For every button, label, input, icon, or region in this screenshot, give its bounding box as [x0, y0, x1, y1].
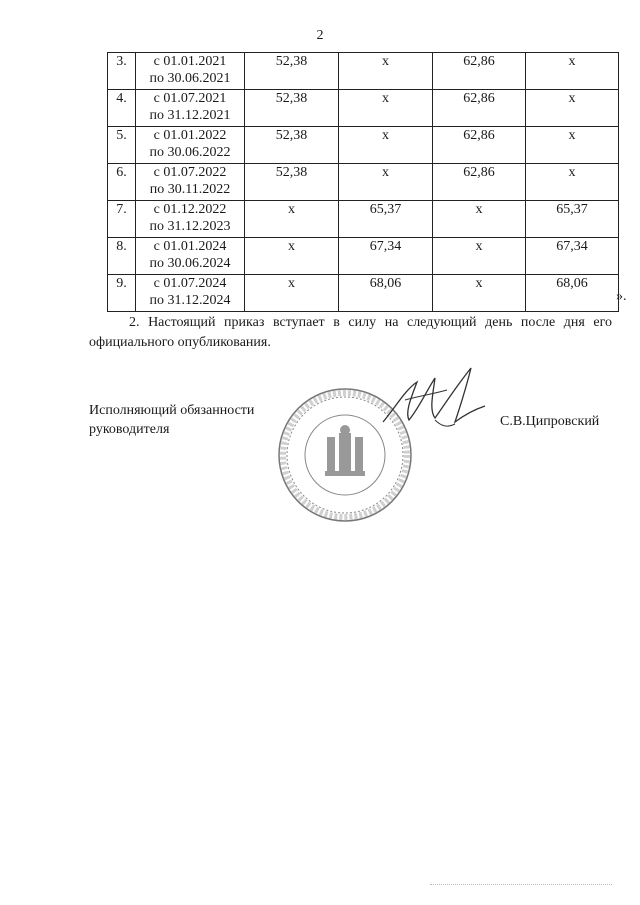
period-cell: [136, 238, 245, 275]
table-row: [108, 90, 619, 127]
row-number: 5.: [108, 127, 136, 164]
period-from: с 01.01.2021: [153, 54, 227, 69]
value-cell-2: х: [339, 53, 433, 90]
period-from: с 01.07.2021: [153, 91, 227, 106]
period-from: с 01.01.2024: [153, 239, 227, 254]
period-from: с 01.07.2024: [153, 276, 227, 291]
period-cell: [136, 201, 245, 238]
period-from: с 01.07.2022: [153, 165, 227, 180]
value-cell-3: 62,86: [433, 53, 526, 90]
value-cell-4: х: [526, 164, 619, 201]
value-cell-1: 52,38: [245, 127, 339, 164]
period-from: с 01.01.2022: [153, 128, 227, 143]
table-row: [108, 201, 619, 238]
value-cell-1: х: [245, 201, 339, 238]
period-to: по 31.12.2024: [149, 293, 231, 308]
period-cell: [136, 275, 245, 312]
value-cell-3: х: [433, 238, 526, 275]
value-cell-4: 67,34: [526, 238, 619, 275]
row-number: 7.: [108, 201, 136, 238]
value-cell-3: 62,86: [433, 164, 526, 201]
value-cell-3: 62,86: [433, 127, 526, 164]
period-from: с 01.12.2022: [153, 202, 227, 217]
period-to: по 31.12.2021: [149, 108, 231, 123]
value-cell-4: х: [526, 53, 619, 90]
period-to: по 30.06.2024: [149, 256, 231, 271]
table-row: [108, 127, 619, 164]
period-cell: [136, 90, 245, 127]
row-number: 6.: [108, 164, 136, 201]
value-cell-2: 68,06: [339, 275, 433, 312]
value-cell-1: х: [245, 275, 339, 312]
value-cell-1: 52,38: [245, 53, 339, 90]
value-cell-2: х: [339, 164, 433, 201]
closing-quote: ».: [616, 289, 627, 304]
value-cell-4: х: [526, 90, 619, 127]
period-cell: [136, 164, 245, 201]
table-row: [108, 53, 619, 90]
period-to: по 30.06.2021: [149, 71, 231, 86]
value-cell-4: х: [526, 127, 619, 164]
table-row: [108, 238, 619, 275]
signer-position: [89, 401, 254, 439]
value-cell-2: х: [339, 90, 433, 127]
signer-position-line2: руководителя: [89, 422, 170, 437]
period-to: по 31.12.2023: [149, 219, 231, 234]
value-cell-2: 67,34: [339, 238, 433, 275]
period-cell: [136, 127, 245, 164]
value-cell-4: 65,37: [526, 201, 619, 238]
period-to: по 30.06.2022: [149, 145, 231, 160]
row-number: 9.: [108, 275, 136, 312]
period-to: по 30.11.2022: [149, 182, 231, 197]
tariff-table: [107, 52, 619, 312]
handwritten-signature: [375, 360, 500, 440]
value-cell-1: 52,38: [245, 90, 339, 127]
scan-edge-mark: [430, 884, 612, 886]
table-row: [108, 164, 619, 201]
value-cell-3: х: [433, 201, 526, 238]
paragraph-effective-date: 2. Настоящий приказ вступает в силу на следующий день после дня его официального опубликования.: [89, 315, 612, 350]
row-number: 3.: [108, 53, 136, 90]
value-cell-3: х: [433, 275, 526, 312]
row-number: 4.: [108, 90, 136, 127]
value-cell-2: х: [339, 127, 433, 164]
value-cell-1: х: [245, 238, 339, 275]
period-cell: [136, 53, 245, 90]
row-number: 8.: [108, 238, 136, 275]
signer-position-line1: Исполняющий обязанности: [89, 403, 255, 418]
page-number: 2: [316, 28, 324, 43]
value-cell-1: 52,38: [245, 164, 339, 201]
signer-name: С.В.Ципровский: [500, 414, 600, 429]
value-cell-4: 68,06: [526, 275, 619, 312]
value-cell-2: 65,37: [339, 201, 433, 238]
value-cell-3: 62,86: [433, 90, 526, 127]
table-row: [108, 275, 619, 312]
